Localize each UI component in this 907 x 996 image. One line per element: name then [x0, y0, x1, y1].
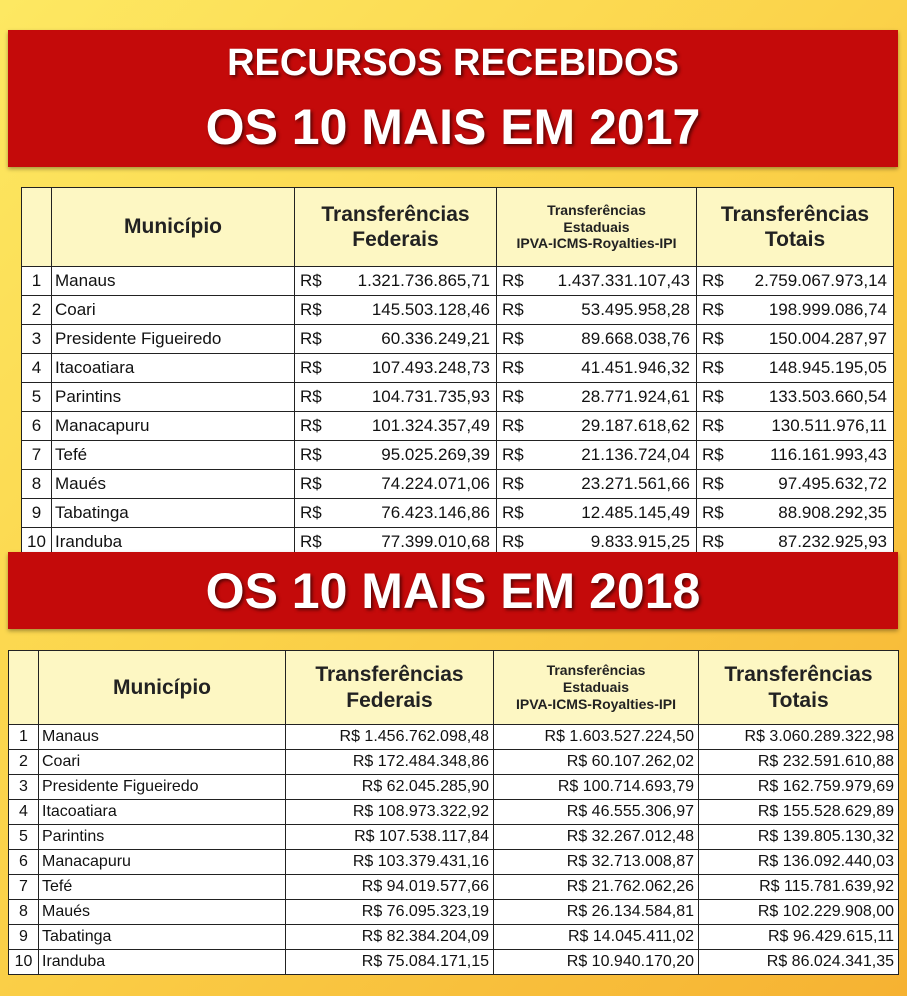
- rank-header: [9, 651, 39, 725]
- rank-cell: 9: [22, 499, 52, 528]
- currency-symbol: R$: [502, 416, 524, 435]
- estaduais-cell: R$ 26.134.584,81: [494, 900, 699, 925]
- estaduais-cell: R$ 32.713.008,87: [494, 850, 699, 875]
- totais-cell: [697, 296, 894, 325]
- currency-symbol: R$: [300, 532, 322, 551]
- federais-cell-amount: 95.025.269,39: [381, 445, 490, 464]
- currency-symbol: R$: [702, 300, 724, 319]
- currency-symbol: R$: [300, 503, 322, 522]
- totais-cell: R$ 139.805.130,32: [699, 825, 899, 850]
- table-row: [9, 875, 899, 900]
- totais-cell: [697, 354, 894, 383]
- municipio-cell: Tefé: [39, 875, 286, 900]
- municipio-cell: Iranduba: [52, 528, 295, 557]
- estaduais-cell-amount: 53.495.958,28: [581, 300, 690, 319]
- totais-cell: R$ 115.781.639,92: [699, 875, 899, 900]
- table-row: [22, 383, 894, 412]
- estaduais-cell-amount: 29.187.618,62: [581, 416, 690, 435]
- federais-cell: [295, 296, 497, 325]
- estaduais-cell: R$ 100.714.693,79: [494, 775, 699, 800]
- currency-symbol: R$: [502, 271, 524, 290]
- rank-cell: 4: [22, 354, 52, 383]
- federais-cell: [295, 499, 497, 528]
- header-federais: Transferências Federais: [295, 188, 497, 267]
- municipio-cell: Tefé: [52, 441, 295, 470]
- table-row: [22, 267, 894, 296]
- totais-cell: [697, 325, 894, 354]
- rank-cell: 5: [22, 383, 52, 412]
- federais-cell: [295, 325, 497, 354]
- rank-cell: 6: [22, 412, 52, 441]
- header-estaduais: Transferências Estaduais IPVA-ICMS-Royalties-IPI: [497, 188, 697, 267]
- currency-symbol: R$: [502, 300, 524, 319]
- federais-cell: [295, 441, 497, 470]
- table-row: [22, 325, 894, 354]
- rank-cell: 6: [9, 850, 39, 875]
- federais-cell: R$ 62.045.285,90: [286, 775, 494, 800]
- currency-symbol: R$: [702, 358, 724, 377]
- header-totais: Transferências Totais: [697, 188, 894, 267]
- estaduais-cell: [497, 296, 697, 325]
- table-row: [9, 725, 899, 750]
- municipio-cell: Presidente Figueiredo: [39, 775, 286, 800]
- estaduais-cell-amount: 21.136.724,04: [581, 445, 690, 464]
- banner-2017: [8, 30, 898, 167]
- municipio-cell: Itacoatiara: [39, 800, 286, 825]
- table-row: [9, 950, 899, 975]
- totais-cell-amount: 97.495.632,72: [778, 474, 887, 493]
- header-estaduais: Transferências Estaduais IPVA-ICMS-Royalties-IPI: [494, 651, 699, 725]
- estaduais-cell: R$ 60.107.262,02: [494, 750, 699, 775]
- totais-cell-amount: 150.004.287,97: [768, 329, 887, 348]
- federais-cell-amount: 107.493.248,73: [371, 358, 490, 377]
- municipio-cell: Manacapuru: [39, 850, 286, 875]
- currency-symbol: R$: [300, 271, 322, 290]
- federais-cell-amount: 145.503.128,46: [371, 300, 490, 319]
- currency-symbol: R$: [300, 329, 322, 348]
- estaduais-cell: R$ 46.555.306,97: [494, 800, 699, 825]
- banner-2017-title: RECURSOS RECEBIDOS: [227, 42, 679, 84]
- estaduais-cell-amount: 1.437.331.107,43: [557, 271, 690, 290]
- estaduais-cell-amount: 28.771.924,61: [581, 387, 690, 406]
- totais-cell: [697, 441, 894, 470]
- estaduais-cell: R$ 14.045.411,02: [494, 925, 699, 950]
- municipio-cell: Maués: [52, 470, 295, 499]
- totais-cell: [697, 499, 894, 528]
- municipio-cell: Manacapuru: [52, 412, 295, 441]
- federais-cell: [295, 354, 497, 383]
- currency-symbol: R$: [502, 358, 524, 377]
- table-row: [9, 850, 899, 875]
- estaduais-cell-amount: 9.833.915,25: [590, 532, 690, 551]
- rank-cell: 2: [22, 296, 52, 325]
- municipio-cell: Tabatinga: [52, 499, 295, 528]
- currency-symbol: R$: [702, 474, 724, 493]
- rank-cell: 10: [9, 950, 39, 975]
- totais-cell-amount: 2.759.067.973,14: [754, 271, 887, 290]
- rank-cell: 1: [22, 267, 52, 296]
- estaduais-cell: [497, 354, 697, 383]
- totais-cell: R$ 96.429.615,11: [699, 925, 899, 950]
- municipio-cell: Parintins: [52, 383, 295, 412]
- currency-symbol: R$: [502, 387, 524, 406]
- estaduais-cell-amount: 23.271.561,66: [581, 474, 690, 493]
- table-row: [9, 775, 899, 800]
- estaduais-cell: [497, 441, 697, 470]
- estaduais-cell: R$ 10.940.170,20: [494, 950, 699, 975]
- municipio-cell: Coari: [52, 296, 295, 325]
- currency-symbol: R$: [702, 503, 724, 522]
- table-row: [9, 900, 899, 925]
- rank-cell: 7: [9, 875, 39, 900]
- rank-cell: 3: [22, 325, 52, 354]
- header-municipio: Município: [39, 651, 286, 725]
- municipio-cell: Itacoatiara: [52, 354, 295, 383]
- totais-cell: R$ 232.591.610,88: [699, 750, 899, 775]
- totais-cell-amount: 130.511.976,11: [771, 416, 887, 435]
- currency-symbol: R$: [702, 532, 724, 551]
- estaduais-cell: R$ 1.603.527.224,50: [494, 725, 699, 750]
- totais-cell-amount: 87.232.925,93: [778, 532, 887, 551]
- currency-symbol: R$: [702, 416, 724, 435]
- federais-cell-amount: 77.399.010,68: [381, 532, 490, 551]
- federais-cell-amount: 74.224.071,06: [381, 474, 490, 493]
- currency-symbol: R$: [502, 532, 524, 551]
- totais-cell-amount: 148.945.195,05: [768, 358, 887, 377]
- federais-cell-amount: 1.321.736.865,71: [357, 271, 490, 290]
- totais-cell-amount: 133.503.660,54: [768, 387, 887, 406]
- rank-cell: 4: [9, 800, 39, 825]
- totais-cell: R$ 155.528.629,89: [699, 800, 899, 825]
- header-municipio: Município: [52, 188, 295, 267]
- federais-cell-amount: 60.336.249,21: [381, 329, 490, 348]
- table-row: [22, 412, 894, 441]
- currency-symbol: R$: [502, 445, 524, 464]
- estaduais-cell-amount: 89.668.038,76: [581, 329, 690, 348]
- totais-cell: R$ 86.024.341,35: [699, 950, 899, 975]
- table-row: [22, 441, 894, 470]
- totais-cell-amount: 116.161.993,43: [770, 445, 887, 464]
- rank-cell: 8: [9, 900, 39, 925]
- estaduais-cell: [497, 470, 697, 499]
- totais-cell-amount: 198.999.086,74: [768, 300, 887, 319]
- municipio-cell: Tabatinga: [39, 925, 286, 950]
- municipio-cell: Presidente Figueiredo: [52, 325, 295, 354]
- totais-cell: [697, 267, 894, 296]
- rank-cell: 1: [9, 725, 39, 750]
- table-2018: [8, 650, 899, 975]
- federais-cell-amount: 76.423.146,86: [381, 503, 490, 522]
- currency-symbol: R$: [702, 329, 724, 348]
- totais-cell: R$ 3.060.289.322,98: [699, 725, 899, 750]
- table-row: [9, 825, 899, 850]
- estaduais-cell: [497, 412, 697, 441]
- header-federais: Transferências Federais: [286, 651, 494, 725]
- estaduais-cell: R$ 32.267.012,48: [494, 825, 699, 850]
- federais-cell: [295, 383, 497, 412]
- federais-cell: [295, 412, 497, 441]
- rank-cell: 7: [22, 441, 52, 470]
- currency-symbol: R$: [502, 329, 524, 348]
- rank-cell: 3: [9, 775, 39, 800]
- rank-cell: 9: [9, 925, 39, 950]
- rank-cell: 10: [22, 528, 52, 557]
- table-2017-header: [22, 188, 894, 267]
- estaduais-cell: R$ 21.762.062,26: [494, 875, 699, 900]
- currency-symbol: R$: [300, 300, 322, 319]
- federais-cell: [295, 267, 497, 296]
- table-2018-body: [9, 651, 899, 975]
- table-2018-header: [9, 651, 899, 725]
- totais-cell: R$ 102.229.908,00: [699, 900, 899, 925]
- municipio-cell: Iranduba: [39, 950, 286, 975]
- table-row: [22, 470, 894, 499]
- header-totais: Transferências Totais: [699, 651, 899, 725]
- estaduais-cell-amount: 12.485.145,49: [581, 503, 690, 522]
- rank-cell: 2: [9, 750, 39, 775]
- table-row: [9, 750, 899, 775]
- federais-cell-amount: 101.324.357,49: [371, 416, 490, 435]
- banner-2018: [8, 552, 898, 629]
- estaduais-cell: [497, 383, 697, 412]
- totais-cell: [697, 412, 894, 441]
- estaduais-cell-amount: 41.451.946,32: [581, 358, 690, 377]
- municipio-cell: Manaus: [39, 725, 286, 750]
- federais-cell: R$ 103.379.431,16: [286, 850, 494, 875]
- totais-cell: [697, 470, 894, 499]
- federais-cell: R$ 1.456.762.098,48: [286, 725, 494, 750]
- municipio-cell: Parintins: [39, 825, 286, 850]
- table-2017: [21, 187, 894, 557]
- federais-cell: R$ 75.084.171,15: [286, 950, 494, 975]
- municipio-cell: Manaus: [52, 267, 295, 296]
- currency-symbol: R$: [502, 474, 524, 493]
- rank-cell: 8: [22, 470, 52, 499]
- currency-symbol: R$: [702, 387, 724, 406]
- currency-symbol: R$: [300, 474, 322, 493]
- currency-symbol: R$: [300, 358, 322, 377]
- table-2017-body: [22, 188, 894, 557]
- table-row: [9, 800, 899, 825]
- currency-symbol: R$: [300, 387, 322, 406]
- currency-symbol: R$: [702, 271, 724, 290]
- federais-cell: [295, 470, 497, 499]
- municipio-cell: Coari: [39, 750, 286, 775]
- totais-cell: R$ 136.092.440,03: [699, 850, 899, 875]
- federais-cell: R$ 108.973.322,92: [286, 800, 494, 825]
- municipio-cell: Maués: [39, 900, 286, 925]
- rank-cell: 5: [9, 825, 39, 850]
- table-row: [22, 499, 894, 528]
- estaduais-cell: [497, 325, 697, 354]
- federais-cell: R$ 172.484.348,86: [286, 750, 494, 775]
- currency-symbol: R$: [502, 503, 524, 522]
- federais-cell: R$ 76.095.323,19: [286, 900, 494, 925]
- banner-2017-subtitle: OS 10 MAIS EM 2017: [205, 99, 701, 155]
- rank-header: [22, 188, 52, 267]
- banner-2018-title: OS 10 MAIS EM 2018: [205, 563, 701, 619]
- totais-cell: [697, 383, 894, 412]
- federais-cell: R$ 107.538.117,84: [286, 825, 494, 850]
- federais-cell: R$ 82.384.204,09: [286, 925, 494, 950]
- estaduais-cell: [497, 499, 697, 528]
- totais-cell: R$ 162.759.979,69: [699, 775, 899, 800]
- currency-symbol: R$: [702, 445, 724, 464]
- estaduais-cell: [497, 267, 697, 296]
- totais-cell-amount: 88.908.292,35: [778, 503, 887, 522]
- federais-cell-amount: 104.731.735,93: [371, 387, 490, 406]
- currency-symbol: R$: [300, 445, 322, 464]
- table-row: [9, 925, 899, 950]
- table-row: [22, 296, 894, 325]
- table-row: [22, 354, 894, 383]
- federais-cell: R$ 94.019.577,66: [286, 875, 494, 900]
- currency-symbol: R$: [300, 416, 322, 435]
